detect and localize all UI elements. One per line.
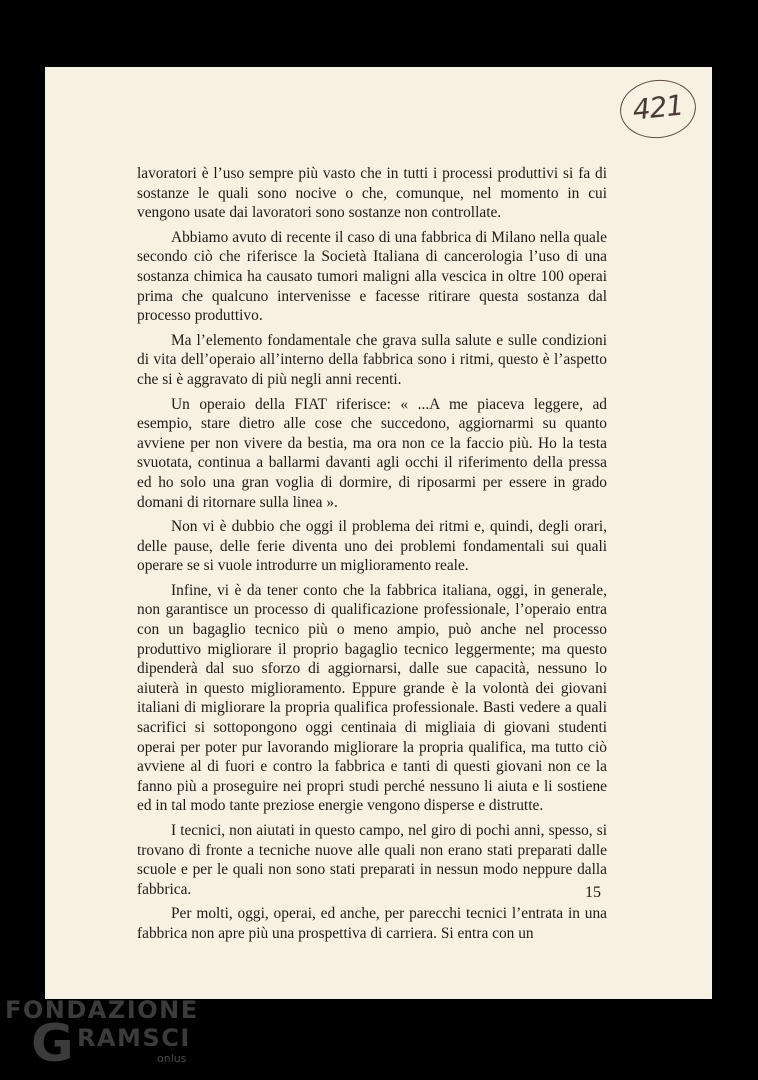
paragraph-8: Per molti, oggi, operai, ed anche, per parecchi tecnici l’entrata in una fabbrica non apre più una prospettiva di carriera. Si entra con un (137, 905, 607, 942)
fondazione-gramsci-logo (5, 996, 199, 1076)
stamp-number: 421 (631, 88, 685, 127)
paragraph-7: I tecnici, non aiutati in questo campo, nel giro di pochi anni, spesso, si trovano di fronte a tecniche nuove alle quali non erano stati preparati dalle scuole e per le quali non sono stati preparati in nessun modo neppure dalla fabbrica. (137, 822, 607, 898)
logo-g-letter: G (31, 1014, 74, 1074)
paragraph-1: lavoratori è l’uso sempre più vasto che in tutti i processi produttivi si fa di sostanze le quali sono nocive o che, comunque, nel momento in cui vengono usate dai lavoratori sono sostanze non controllate. (137, 165, 607, 222)
logo-line-2: RAMSCI (77, 1024, 191, 1052)
page-number: 15 (585, 884, 601, 901)
paragraph-5: Non vi è dubbio che oggi il problema dei ritmi e, quindi, degli orari, delle pause, delle ferie diventa uno dei problemi fondamentali sui quali operare se si vuole introdurre un miglioramento reale. (137, 518, 607, 575)
paragraph-6: Infine, vi è da tener conto che la fabbrica italiana, oggi, in generale, non garantisce un processo di qualificazione professionale, l’operaio entra con un bagaglio tecnico più o meno ampio, può anche nel processo produttivo migliorare il proprio bagaglio tecnico leggermente; ma questo dipenderà dal suo sforzo di aggiornarsi, dalle sue capacità, nessuno lo aiuterà in questo miglioramento. Eppure grande è la volontà dei giovani italiani di migliorare la propria qualifica professionale. Basti vedere a quali sacrifici si sottopongono oggi centinaia di migliaia di giovani studenti operai per poter pur lavorando migliorare la propria qualifica, ma tutto ciò avviene al di fuori e contro la fabbrica e tanti di questi giovani non ce la fanno più a proseguire nei propri studi perché nessuno li aiuta e li sostiene ed in tal modo tante preziose energie vengono disperse e distrutte. (137, 581, 607, 815)
logo-onlus: onlus (157, 1052, 187, 1065)
body-text (137, 164, 607, 949)
paragraph-2: Abbiamo avuto di recente il caso di una fabbrica di Milano nella quale secondo ciò che riferisce la Società Italiana di cancerologia l’uso di una sostanza chimica ha causato tumori maligni alla vescica in oltre 100 operai prima che qualcuno intervenisse e facesse ritirare questa sostanza dal processo produttivo. (137, 228, 607, 325)
paragraph-3: Ma l’elemento fondamentale che grava sulla salute e sulle condizioni di vita dell’operaio all’interno della fabbrica sono i ritmi, questo è l’aspetto che si è aggravato di più negli anni recenti. (137, 331, 607, 388)
paragraph-4: Un operaio della FIAT riferisce: « ...A me piaceva leggere, ad esempio, stare dietro alle cose che succedono, aggiornarmi su quanto avviene per non vivere da bestia, ma ora non ce la faccio più. Ho la testa svuotata, continua a ballarmi davanti agli occhi il riferimento della pressa ed ho solo una gran voglia di dormire, di riposarmi per essere in grado domani di ritornare sulla linea ». (137, 395, 607, 511)
logo-line-1: FONDAZIONE (5, 996, 199, 1024)
